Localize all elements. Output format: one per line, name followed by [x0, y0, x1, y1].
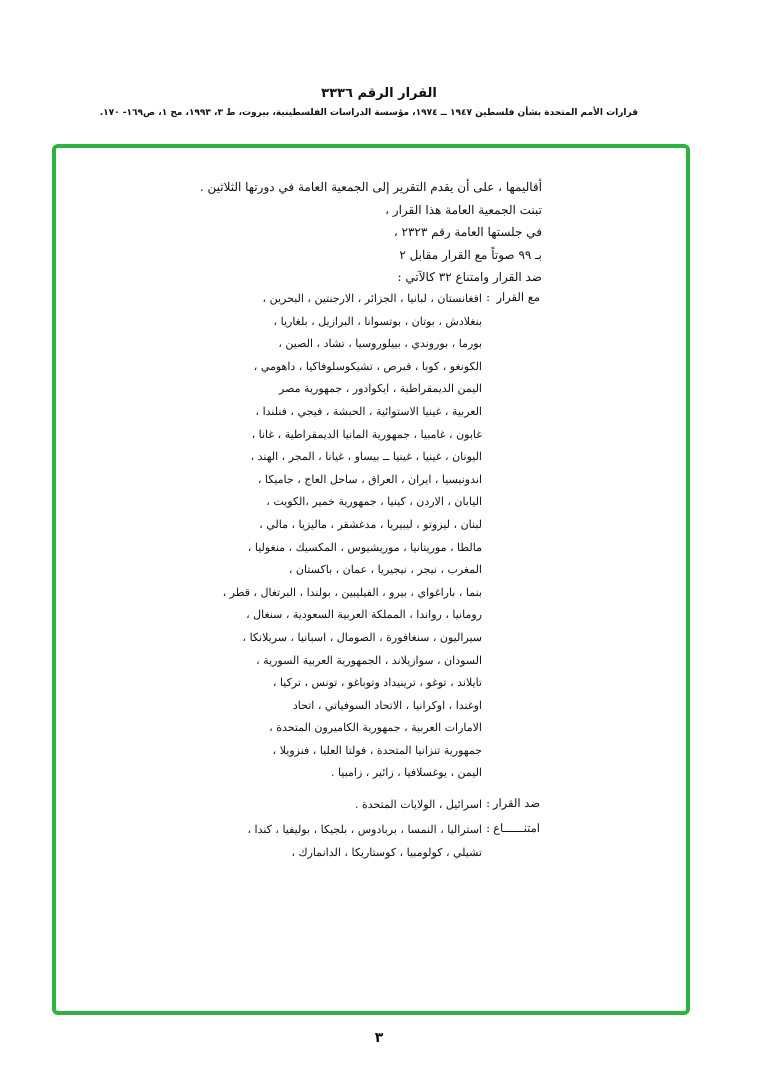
intro-line: أقاليمها ، على أن يقدم التقرير إلى الجمعية العامة في دورتها الثلاثين .: [199, 180, 542, 194]
country-line: بنغلادش ، بوتان ، بوتسوانا ، البرازيل ، بلغاريا ،: [273, 314, 482, 328]
country-line: المغرب ، نيجر ، نيجيريا ، عمان ، باكستان ،: [288, 563, 482, 577]
for-colon: :: [486, 290, 490, 304]
country-line: تايلاند ، توغو ، ترينيداد وتوباغو ، تونس ، تركيا ،: [272, 676, 482, 690]
intro-text: [200, 176, 542, 289]
against-colon: :: [486, 796, 490, 810]
country-line: اندونيسيا ، ايران ، العراق ، ساحل العاج ، جاميكا ،: [257, 472, 482, 486]
against-countries: [355, 794, 482, 817]
country-line: لبنان ، ليزوتو ، ليبيريا ، مدغشقر ، ماليزيا ، مالي ،: [259, 517, 482, 531]
intro-line: تبنت الجمعية العامة هذا القرار ،: [385, 202, 542, 217]
country-line: رومانيا ، رواندا ، المملكة العربية السعودية ، سنغال ،: [246, 608, 482, 622]
country-line: السودان ، سوازيلاند ، الجمهورية العربية السورية ،: [256, 653, 482, 667]
abstain-label: امتنــــــاع: [493, 821, 540, 835]
source-citation: قرارات الأمم المتحدة بشأن فلسطين ١٩٤٧ ــ ١٩٧٤، مؤسسة الدراسات الفلسطينية، بيروت، ط ٣، ١٩٩٣، مج ١، ص١٦٩- ١٧٠.: [99, 108, 638, 118]
country-line: استراليا ، النمسا ، بربادوس ، بلجيكا ، بوليفيا ، كندا ،: [247, 823, 482, 836]
country-line: سيراليون ، سنغافورة ، الصومال ، اسبانيا ، سريلانكا ،: [242, 630, 482, 644]
country-line: العربية ، غينيا الاستوائية ، الحبشة ، فيجي ، فنلندا ،: [255, 404, 482, 418]
for-countries: [223, 288, 482, 785]
country-line: غابون ، غامبيا ، جمهورية المانيا الديمقراطية ، غانا ،: [251, 427, 482, 441]
country-line: اليونان ، غينيا ، غينيا ــ بيساو ، غيانا ، المجر ، الهند ،: [250, 450, 482, 464]
country-line: بورما ، بوروندي ، بييلوروسيا ، تشاد ، الصين ،: [278, 337, 482, 351]
country-line: افغانستان ، لبانيا ، الجزائر ، الارجنتين ، البحرين ،: [262, 292, 482, 305]
country-line: جمهورية تنزانيا المتحدة ، فولتا العليا ، فنزويلا ،: [272, 743, 482, 757]
country-line: الامارات العربية ، جمهورية الكاميرون المتحدة ،: [269, 721, 482, 735]
country-line: اوغندا ، اوكرانيا ، الاتحاد السوفياتي ، اتحاد: [292, 698, 482, 712]
country-line: اليمن الديمقراطية ، ايكوادور ، جمهورية مصر: [279, 382, 482, 396]
document-title: القرار الرقم ٣٣٣٦: [321, 86, 437, 101]
page-number: ٣: [374, 1030, 384, 1046]
country-line: اليابان ، الاردن ، كينيا ، جمهورية خمير ،الكويت ،: [266, 495, 482, 509]
country-line: تشيلي ، كولومبيا ، كوستاريكا ، الدانمارك ،: [291, 845, 482, 859]
abstain-colon: :: [486, 821, 490, 835]
country-line: بنما ، باراغواي ، بيرو ، الفيليبين ، بولندا ، البرتغال ، قطر ،: [222, 585, 482, 599]
country-line: اليمن ، يوغسلافيا ، زائير ، زامبيا .: [331, 766, 482, 780]
abstain-countries: [247, 819, 482, 864]
country-line: اسرائيل ، الولايات المتحدة .: [355, 798, 482, 811]
for-label: مع القرار: [496, 290, 540, 304]
intro-line: ضد القرار وامتناع ٣٢ كالآتي :: [397, 270, 542, 284]
intro-line: في جلستها العامة رقم ٢٣٢٣ ،: [393, 225, 542, 239]
intro-line: بـ ٩٩ صوتاً مع القرار مقابل ٢: [399, 247, 542, 262]
country-line: مالطا ، موريتانيا ، موريشيوس ، المكسيك ، منغوليا ،: [247, 540, 482, 554]
country-line: الكونغو ، كوبا ، قبرص ، تشيكوسلوفاكيا ، داهومي ،: [253, 359, 482, 373]
against-label: ضد القرار: [492, 796, 540, 810]
